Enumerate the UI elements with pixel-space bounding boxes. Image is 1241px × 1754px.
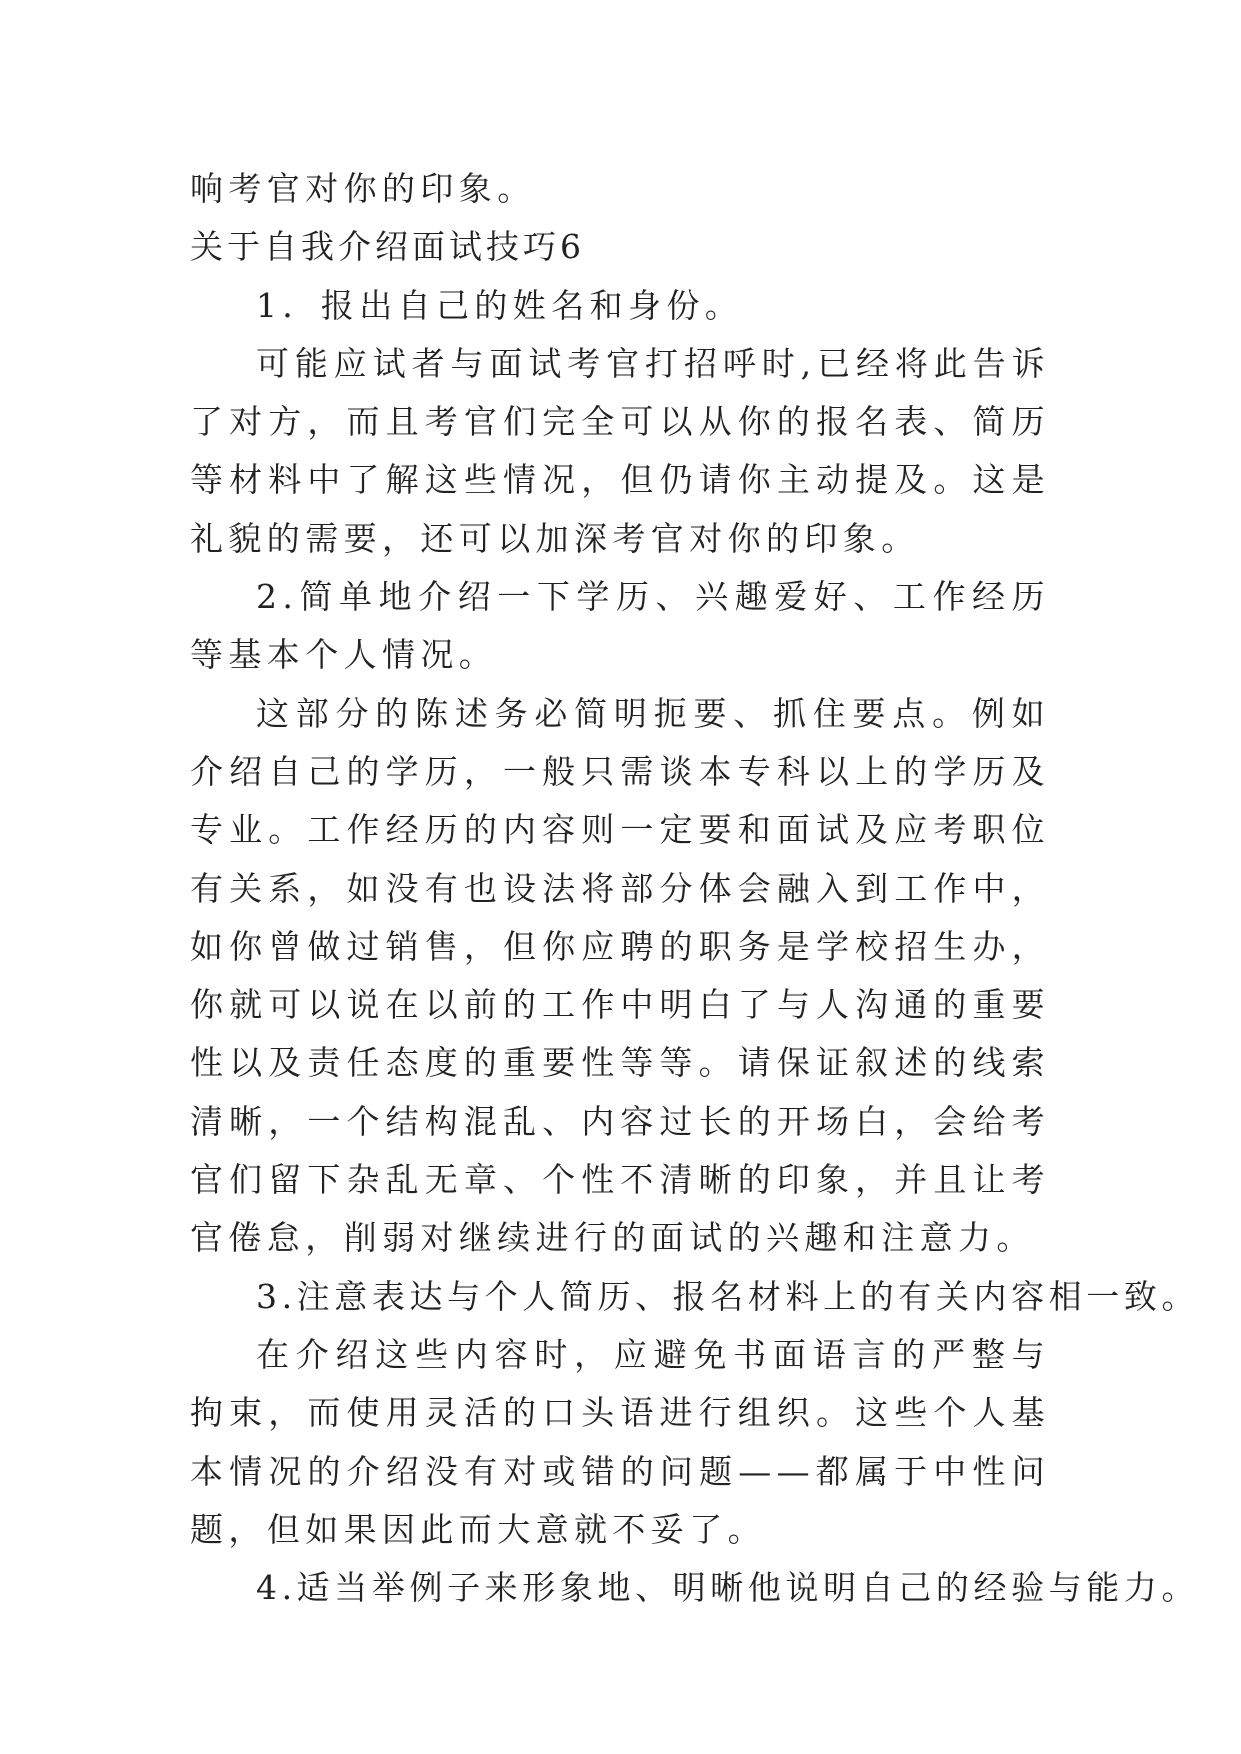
paragraph: 可能应试者与面试考官打招呼时,已经将此告诉了对方，而且考官们完全可以从你的报名表、简历等材料中了解这些情况，但仍请你主动提及。这是礼貌的需要，还可以加深考官对你的印象。 — [190, 343, 1050, 558]
paragraph-continuation: 响考官对你的印象。 — [190, 169, 536, 208]
section-heading: 关于自我介绍面试技巧6 — [190, 227, 585, 267]
paragraph: 这部分的陈述务必简明扼要、抓住要点。例如介绍自己的学历，一般只需谈本专科以上的学历及专业。工作经历的内容则一定要和面试及应考职位有关系，如没有也设法将部分体会融入到工作中，如你曾做过销售，但你应聘的职务是学校招生办，你就可以说在以前的工作中明白了与人沟通的重要性以及责任态度的重要性等等。请保证叙述的线索清晰，一个结构混乱、内容过长的开场白，会给考官们留下杂乱无章、个性不清晰的印象，并且让考官倦怠，削弱对继续进行的面试的兴趣和注意力。 — [190, 693, 1050, 1258]
document-body — [190, 160, 1200, 1617]
paragraph: 在介绍这些内容时，应避免书面语言的严整与拘束，而使用灵活的口头语进行组织。这些个人基本情况的介绍没有对或错的问题——都属于中性问题，但如果因此而大意就不妥了。 — [190, 1334, 1050, 1549]
list-item-2: 2.简单地介绍一下学历、兴趣爱好、工作经历等基本个人情况。 — [190, 577, 1050, 675]
list-item-1: 1．报出自己的姓名和身份。 — [256, 285, 744, 325]
list-item-3: 3.注意表达与个人简历、报名材料上的有关内容相一致。 — [256, 1276, 1200, 1316]
list-item-4: 4.适当举例子来形象地、明晰他说明自己的经验与能力。 — [256, 1568, 1200, 1608]
